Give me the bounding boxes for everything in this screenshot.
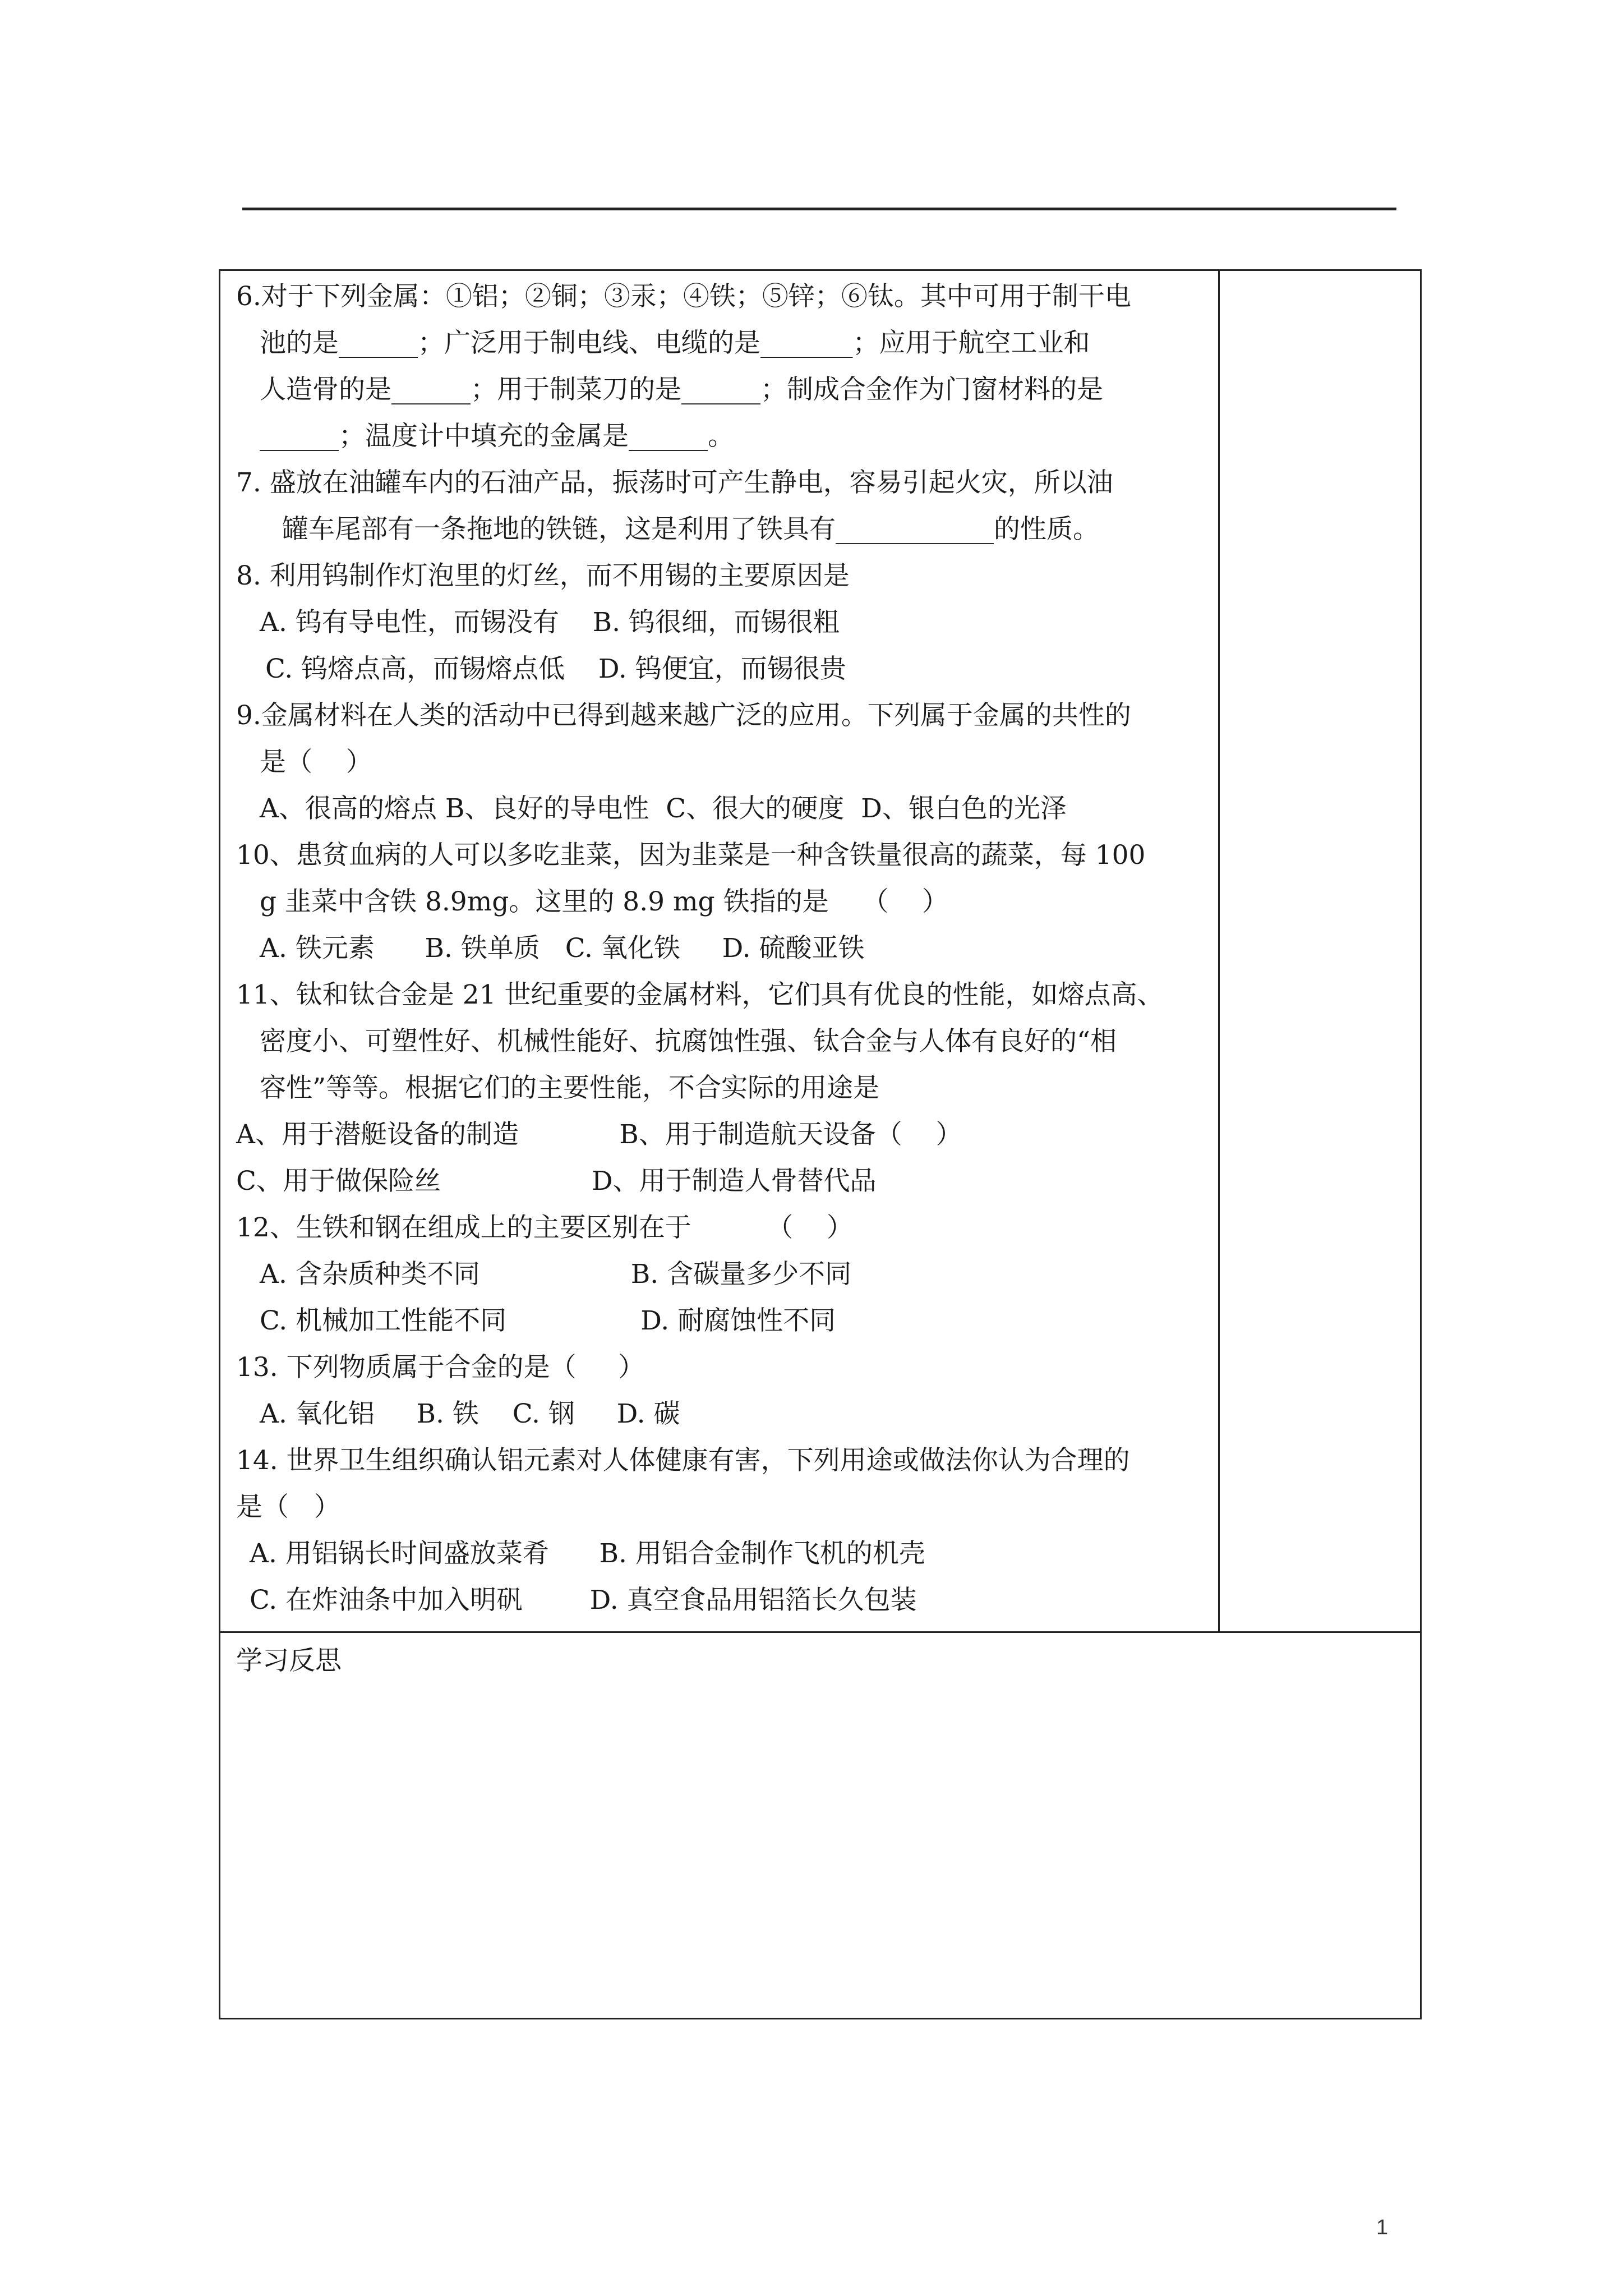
question-14-option-cd: C. 在炸油条中加入明矾 D. 真空食品用铝箔长久包装 — [250, 1585, 917, 1616]
question-6-line-1: 6.对于下列金属：①铝；②铜；③汞；④铁；⑤锌；⑥钛。其中可用于制干电 — [236, 281, 1131, 312]
question-11-option-ab: A、用于潜艇设备的制造 B、用于制造航天设备（ ） — [236, 1119, 962, 1150]
question-12-option-cd: C. 机械加工性能不同 D. 耐腐蚀性不同 — [260, 1305, 836, 1336]
question-7-line-1: 7. 盛放在油罐车内的石油产品，振荡时可产生静电，容易引起火灾，所以油 — [236, 467, 1113, 498]
question-9-options: A、很高的熔点 B、良好的导电性 C、很大的硬度 D、银白色的光泽 — [260, 793, 1067, 824]
question-7-line-2: 罐车尾部有一条拖地的铁链，这是利用了铁具有____________的性质。 — [282, 514, 1099, 545]
question-11-option-cd: C、用于做保险丝 D、用于制造人骨替代品 — [236, 1166, 877, 1197]
questions-cell — [220, 271, 1220, 1631]
question-14-line-2: 是（ ） — [236, 1492, 340, 1522]
question-6-line-2: 池的是______；广泛用于制电线、电缆的是_______；应用于航空工业和 — [260, 328, 1090, 358]
question-10-line-2: g 韭菜中含铁 8.9mg。这里的 8.9 mg 铁指的是 （ ） — [260, 886, 949, 917]
question-10-line-1: 10、患贫血病的人可以多吃韭菜，因为韭菜是一种含铁量很高的蔬菜，每 100 — [236, 840, 1146, 871]
question-8-option-cd: C. 钨熔点高，而锡熔点低 D. 钨便宜，而锡很贵 — [265, 654, 846, 684]
question-9-line-2: 是（ ） — [260, 747, 372, 777]
question-11-line-1: 11、钛和钛合金是 21 世纪重要的金属材料，它们具有优良的性能，如熔点高、 — [236, 979, 1164, 1010]
question-12-line-1: 12、生铁和钢在组成上的主要区别在于 （ ） — [236, 1212, 854, 1243]
question-10-options: A. 铁元素 B. 铁单质 C. 氧化铁 D. 硫酸亚铁 — [260, 933, 865, 964]
question-13-options: A. 氧化铝 B. 铁 C. 钢 D. 碳 — [260, 1398, 680, 1429]
question-13-line-1: 13. 下列物质属于合金的是（ ） — [236, 1352, 645, 1383]
question-6-line-4: ______；温度计中填充的金属是______。 — [260, 421, 734, 452]
header-rule — [242, 208, 1396, 210]
question-14-line-1: 14. 世界卫生组织确认铝元素对人体健康有害，下列用途或做法你认为合理的 — [236, 1445, 1130, 1476]
question-11-line-3: 容性”等等。根据它们的主要性能，不合实际的用途是 — [260, 1073, 880, 1103]
notes-cell — [1220, 271, 1420, 1631]
question-14-option-ab: A. 用铝锅长时间盛放菜肴 B. 用铝合金制作飞机的机壳 — [250, 1538, 925, 1569]
question-8-line-1: 8. 利用钨制作灯泡里的灯丝，而不用锡的主要原因是 — [236, 560, 850, 591]
reflection-cell — [220, 1631, 1420, 2018]
reflection-title: 学习反思 — [236, 1645, 342, 1676]
question-12-option-ab: A. 含杂质种类不同 B. 含碳量多少不同 — [260, 1259, 852, 1290]
question-11-line-2: 密度小、可塑性好、机械性能好、抗腐蚀性强、钛合金与人体有良好的“相 — [260, 1026, 1117, 1057]
worksheet-table — [219, 269, 1422, 2019]
question-8-option-ab: A. 钨有导电性，而锡没有 B. 钨很细，而锡很粗 — [260, 607, 840, 638]
question-9-line-1: 9.金属材料在人类的活动中已得到越来越广泛的应用。下列属于金属的共性的 — [236, 700, 1131, 731]
page-number: 1 — [1376, 2216, 1389, 2239]
question-6-line-3: 人造骨的是______；用于制菜刀的是______；制成合金作为门窗材料的是 — [260, 374, 1103, 405]
